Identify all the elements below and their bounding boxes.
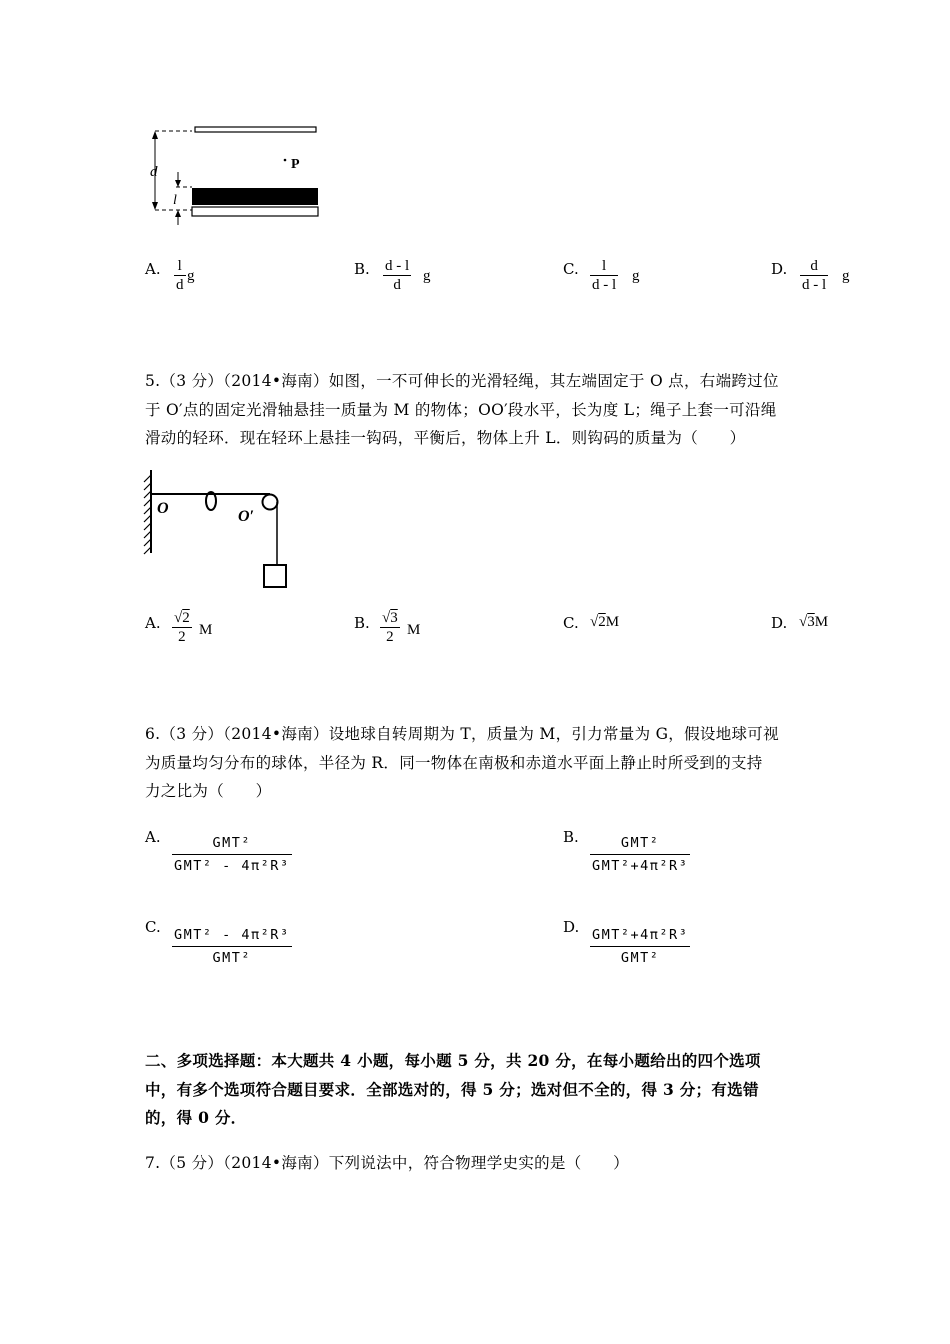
option-value: √2M [590, 614, 620, 630]
option-letter: D. [771, 614, 788, 632]
q7-stem: 7.（5 分）（2014•海南）下列说法中，符合物理学史实的是（ ） [145, 1154, 629, 1172]
pulley-figure [140, 465, 300, 595]
option-fraction: GMT² - 4π²R³ GMT² [174, 927, 290, 966]
option-fraction: √2 2 [174, 610, 190, 645]
option-fraction: GMT² GMT² - 4π²R³ [174, 835, 290, 874]
option-fraction: d d - l [802, 258, 827, 293]
option-fraction: l d [176, 258, 184, 293]
option-letter: D. [563, 918, 580, 936]
option-fraction: GMT²+4π²R³ GMT² [592, 927, 689, 966]
option-letter: C. [145, 918, 161, 936]
option-value: √3M [799, 614, 829, 630]
label-l: l [173, 193, 177, 208]
option-fraction: √3 2 [382, 610, 398, 645]
option-fraction: d - l d [385, 258, 410, 293]
option-letter: B. [563, 828, 579, 846]
option-letter: A. [145, 614, 161, 632]
label-o: O [157, 500, 169, 517]
label-d: d [150, 164, 158, 180]
option-letter: A. [145, 828, 161, 846]
option-letter: A. [145, 260, 161, 278]
label-o-prime: O′ [238, 508, 255, 525]
option-fraction: GMT² GMT²+4π²R³ [592, 835, 689, 874]
q5-stem: 5.（3 分）（2014•海南）如图，一不可伸长的光滑轻绳，其左端固定于 O 点，右端跨过位 于 O′点的固定光滑轴悬挂一质量为 M 的物体；OO′段水平，长为度 L；绳子上套一可沿绳 滑动的轻环．现在轻环上悬挂一钩码，平衡后，物体上升 L．则钩码的质量为（ ） [145, 372, 779, 447]
label-p: P [291, 157, 300, 172]
option-letter: D. [771, 260, 788, 278]
q6-stem: 6.（3 分）（2014•海南）设地球自转周期为 T，质量为 M，引力常量为 G，假设地球可视 为质量均匀分布的球体，半径为 R．同一物体在南极和赤道水平面上静止时所受到的支持 力之比为（ ） [145, 725, 779, 800]
option-letter: B. [354, 614, 370, 632]
option-letter: C. [563, 614, 579, 632]
option-letter: B. [354, 260, 370, 278]
option-fraction: l d - l [592, 258, 617, 293]
section-2-heading: 二、多项选择题：本大题共 4 小题，每小题 5 分，共 20 分，在每小题给出的四个选项 中，有多个选项符合题目要求．全部选对的，得 5 分；选对但不全的，得 3 分；有选错 的，得 0 分． [145, 1051, 761, 1127]
capacitor-figure [140, 120, 330, 230]
option-letter: C. [563, 260, 579, 278]
